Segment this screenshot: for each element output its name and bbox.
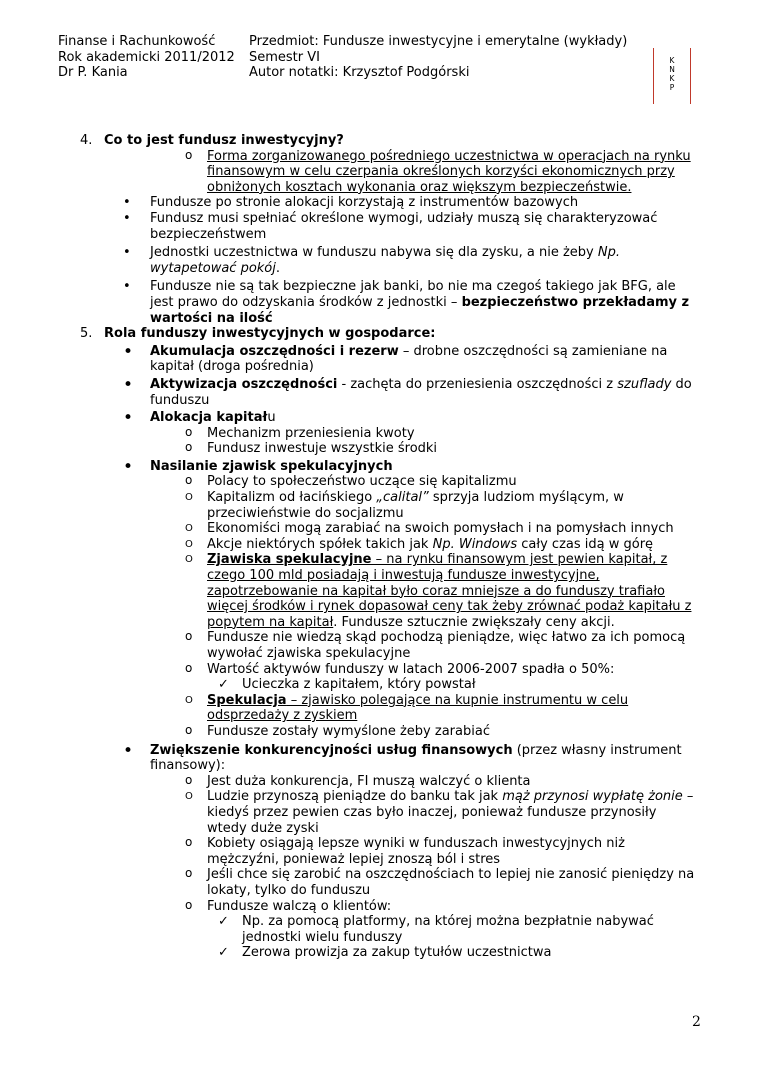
item-text: Jest duża konkurencja, FI muszą walczyć o klienta bbox=[207, 773, 531, 789]
header-semester: Semestr VI bbox=[249, 49, 320, 65]
circle-bullet-icon: o bbox=[185, 897, 193, 912]
item-underlined: – na rynku finansowym jest pewien kapitał, z czego 100 mld posiadają i inwestują fundusze inwestycyjne, zapotrzebowanie na kapitał było coraz mniejsze a do funduszy trafiało więcej środków i rynek dopasował ceny tak żeby zrównać podaż kapitału z popytem na kapitał bbox=[207, 552, 692, 630]
item-bold: Zwiększenie konkurencyjności usług finansowych bbox=[150, 742, 513, 758]
item-text: . bbox=[275, 260, 281, 276]
circle-bullet-icon: O bbox=[185, 523, 193, 535]
bullet-icon: • bbox=[123, 245, 131, 261]
section-title: Co to jest fundusz inwestycyjny? bbox=[104, 133, 344, 148]
notes-body bbox=[60, 133, 700, 961]
list-item bbox=[60, 537, 700, 553]
page-number: 2 bbox=[692, 1014, 701, 1030]
item-text: (przez własny instrument finansowy): bbox=[150, 742, 682, 774]
bullet-icon: • bbox=[123, 374, 134, 395]
item-text: Ucieczka z kapitałem, który powstał bbox=[242, 677, 476, 693]
circle-bullet-icon: o bbox=[185, 866, 193, 881]
item-text: Fundusze po stronie alokacji korzystają z instrumentów bazowych bbox=[150, 195, 579, 211]
item-text: Ekonomiści mogą zarabiać na swoich pomysłach i na pomysłach innych bbox=[207, 521, 674, 537]
item-text: cały czas idą w górę bbox=[517, 536, 654, 552]
list-item bbox=[60, 740, 700, 774]
list-item bbox=[60, 724, 700, 740]
item-italic: Np. Windows bbox=[432, 536, 518, 552]
page-header bbox=[58, 34, 698, 81]
header-subject: Przedmiot: Fundusze inwestycyjne i emerytalne (wykłady) bbox=[249, 34, 628, 49]
header-lecturer: Dr P. Kania bbox=[58, 65, 128, 81]
list-item bbox=[60, 279, 700, 326]
circle-bullet-icon: o bbox=[185, 440, 193, 455]
bullet-icon: • bbox=[123, 195, 131, 211]
circle-bullet-icon: O bbox=[185, 694, 193, 706]
list-item bbox=[60, 341, 700, 375]
item-bold: Akumulacja oszczędności i rezerw bbox=[150, 343, 399, 359]
item-bold: bezpieczeństwo przekładamy z wartości na ilość bbox=[150, 294, 690, 326]
item-text: sprzyja ludziom myślącym, w przeciwieństwie do socjalizmu bbox=[207, 490, 624, 521]
list-item bbox=[60, 426, 700, 442]
list-item bbox=[60, 914, 700, 945]
list-item bbox=[60, 774, 700, 790]
bullet-icon: • bbox=[123, 456, 134, 477]
item-italic: szuflady bbox=[617, 376, 672, 392]
item-text: Jednostki uczestnictwa w funduszu nabywa się dla zysku, a nie żeby bbox=[150, 245, 598, 261]
item-text: u bbox=[267, 410, 276, 426]
item-text: Zerowa prowizja za zakup tytułów uczestnictwa bbox=[242, 945, 552, 961]
list-item bbox=[60, 474, 700, 490]
item-text: Polacy to społeczeństwo uczące się kapitalizmu bbox=[207, 474, 517, 490]
definition-text: Forma zorganizowanego pośredniego uczestnictwa w operacjach na rynku finansowym w celu czerpania określonych korzyści ekonomicznych przy obniżonych kosztach wykonania oraz większym bezpieczeństwie. bbox=[207, 148, 691, 195]
list-item bbox=[60, 456, 700, 477]
item-text: Fundusze walczą o klientów: bbox=[207, 898, 392, 914]
item-underlined: – zjawisko polegające na kupnie instrumentu w celu odsprzedaży z zyskiem bbox=[207, 692, 629, 724]
item-text: Fundusze zostały wymyślone żeby zarabiać bbox=[207, 723, 490, 739]
circle-bullet-icon: o bbox=[185, 473, 193, 488]
item-text: Fundusze nie wiedzą skąd pochodzą pieniądze, więc łatwo za ich pomocą wywołać zjawiska spekulacyjne bbox=[207, 630, 686, 661]
logo-letter: P bbox=[669, 83, 675, 92]
circle-bullet-icon: O bbox=[185, 538, 193, 550]
list-item bbox=[60, 789, 700, 836]
item-text: Akcje niektórych spółek takich jak bbox=[207, 536, 433, 552]
list-item bbox=[60, 374, 700, 408]
section-5-heading bbox=[60, 326, 700, 342]
knkp-logo bbox=[653, 48, 691, 104]
item-bold: Spekulacja bbox=[207, 692, 287, 708]
item-text: Ludzie przynoszą pieniądze do banku tak jak bbox=[207, 789, 503, 805]
section-number: 4. bbox=[80, 133, 93, 148]
list-item bbox=[60, 945, 700, 961]
header-dept: Finanse i Rachunkowość bbox=[58, 34, 216, 49]
checkmark-icon: ✓ bbox=[218, 945, 229, 961]
list-item bbox=[60, 490, 700, 521]
item-text: Jeśli chce się zarobić na oszczędnościach to lepiej nie zanosić pieniędzy na lokaty, tylko do funduszu bbox=[207, 867, 695, 898]
list-item bbox=[60, 836, 700, 867]
list-item bbox=[60, 867, 700, 898]
circle-bullet-icon: O bbox=[185, 791, 193, 803]
item-text: Fundusz musi spełniać określone wymogi, udziały muszą się charakteryzować bezpieczeństwem bbox=[150, 210, 658, 242]
checkmark-icon: ✓ bbox=[218, 914, 229, 930]
list-item bbox=[60, 521, 700, 537]
item-text: – kiedyś przez pewien czas było inaczej, ponieważ fundusze przynosiły wtedy duże zyski bbox=[207, 789, 694, 836]
item-text: Fundusz inwestuje wszystkie środki bbox=[207, 441, 438, 457]
bullet-icon: • bbox=[123, 740, 134, 761]
item-text: Fundusze nie są tak bezpieczne jak banki, bo nie ma czegoś takiego jak BFG, ale jest prawo do odzyskania środków z jednostki – bbox=[150, 279, 676, 310]
item-bold: Nasilanie zjawisk spekulacyjnych bbox=[150, 458, 393, 474]
bullet-icon: • bbox=[123, 341, 134, 362]
list-item bbox=[60, 899, 700, 915]
circle-bullet-icon: o bbox=[185, 424, 193, 439]
item-bold: Aktywizacja oszczędności bbox=[150, 376, 338, 392]
circle-bullet-icon: O bbox=[185, 554, 193, 566]
circle-bullet-icon: o bbox=[185, 629, 193, 644]
list-item bbox=[60, 211, 700, 242]
list-item bbox=[60, 693, 700, 724]
section-number: 5. bbox=[80, 326, 93, 342]
circle-bullet-icon: o bbox=[185, 722, 193, 737]
item-text: - zachęta do przeniesienia oszczędności z bbox=[337, 376, 618, 392]
list-item bbox=[60, 408, 700, 429]
item-italic: Np. wytapetować pokój bbox=[150, 245, 620, 276]
list-item bbox=[60, 195, 700, 211]
section-title: Rola funduszy inwestycyjnych w gospodarce: bbox=[104, 326, 436, 342]
item-text: do funduszu bbox=[150, 376, 692, 408]
logo-letter: K bbox=[669, 74, 675, 83]
item-text: Kobiety osiągają lepsze wyniki w funduszach inwestycyjnych niż mężczyźni, ponieważ lepiej znoszą ból i stres bbox=[207, 836, 625, 867]
circle-bullet-icon: o bbox=[185, 772, 193, 787]
circle-bullet-icon: o bbox=[185, 660, 193, 675]
item-text: Wartość aktywów funduszy w latach 2006-2007 spadła o 50%: bbox=[207, 661, 615, 677]
item-italic: mąż przynosi wypłatę żonie bbox=[502, 789, 683, 805]
list-item bbox=[60, 149, 700, 196]
item-text: – drobne oszczędności są zamieniane na kapitał (droga pośrednia) bbox=[150, 343, 668, 375]
circle-bullet-icon: o bbox=[185, 835, 193, 850]
section-4-heading bbox=[60, 133, 700, 149]
circle-bullet-icon: o bbox=[185, 147, 193, 162]
bullet-icon: • bbox=[123, 210, 131, 226]
list-item bbox=[60, 677, 700, 693]
header-author: Autor notatki: Krzysztof Podgórski bbox=[249, 65, 470, 81]
circle-bullet-icon: O bbox=[185, 492, 193, 504]
item-text: . Fundusze sztucznie zwiększały ceny akcji. bbox=[333, 614, 615, 630]
list-item bbox=[60, 662, 700, 678]
list-item bbox=[60, 552, 700, 630]
bullet-icon: • bbox=[123, 408, 134, 429]
bullet-icon: • bbox=[123, 279, 131, 295]
list-item bbox=[60, 441, 700, 457]
logo-letter: K bbox=[669, 56, 675, 65]
item-text: Np. za pomocą platformy, na której można bezpłatnie nabywać jednostki wielu funduszy bbox=[242, 914, 654, 945]
item-bold: Alokacja kapitał bbox=[150, 410, 268, 426]
item-text: Kapitalizm od łacińskiego bbox=[207, 490, 377, 506]
item-bold: Zjawiska spekulacyjne bbox=[207, 552, 372, 568]
logo-letter: N bbox=[669, 65, 675, 74]
header-year: Rok akademicki 2011/2012 bbox=[58, 49, 235, 65]
list-item bbox=[60, 245, 700, 276]
list-item bbox=[60, 630, 700, 661]
item-italic: „calital” bbox=[376, 490, 429, 506]
checkmark-icon: ✓ bbox=[218, 677, 229, 693]
item-text: Mechanizm przeniesienia kwoty bbox=[207, 425, 415, 441]
